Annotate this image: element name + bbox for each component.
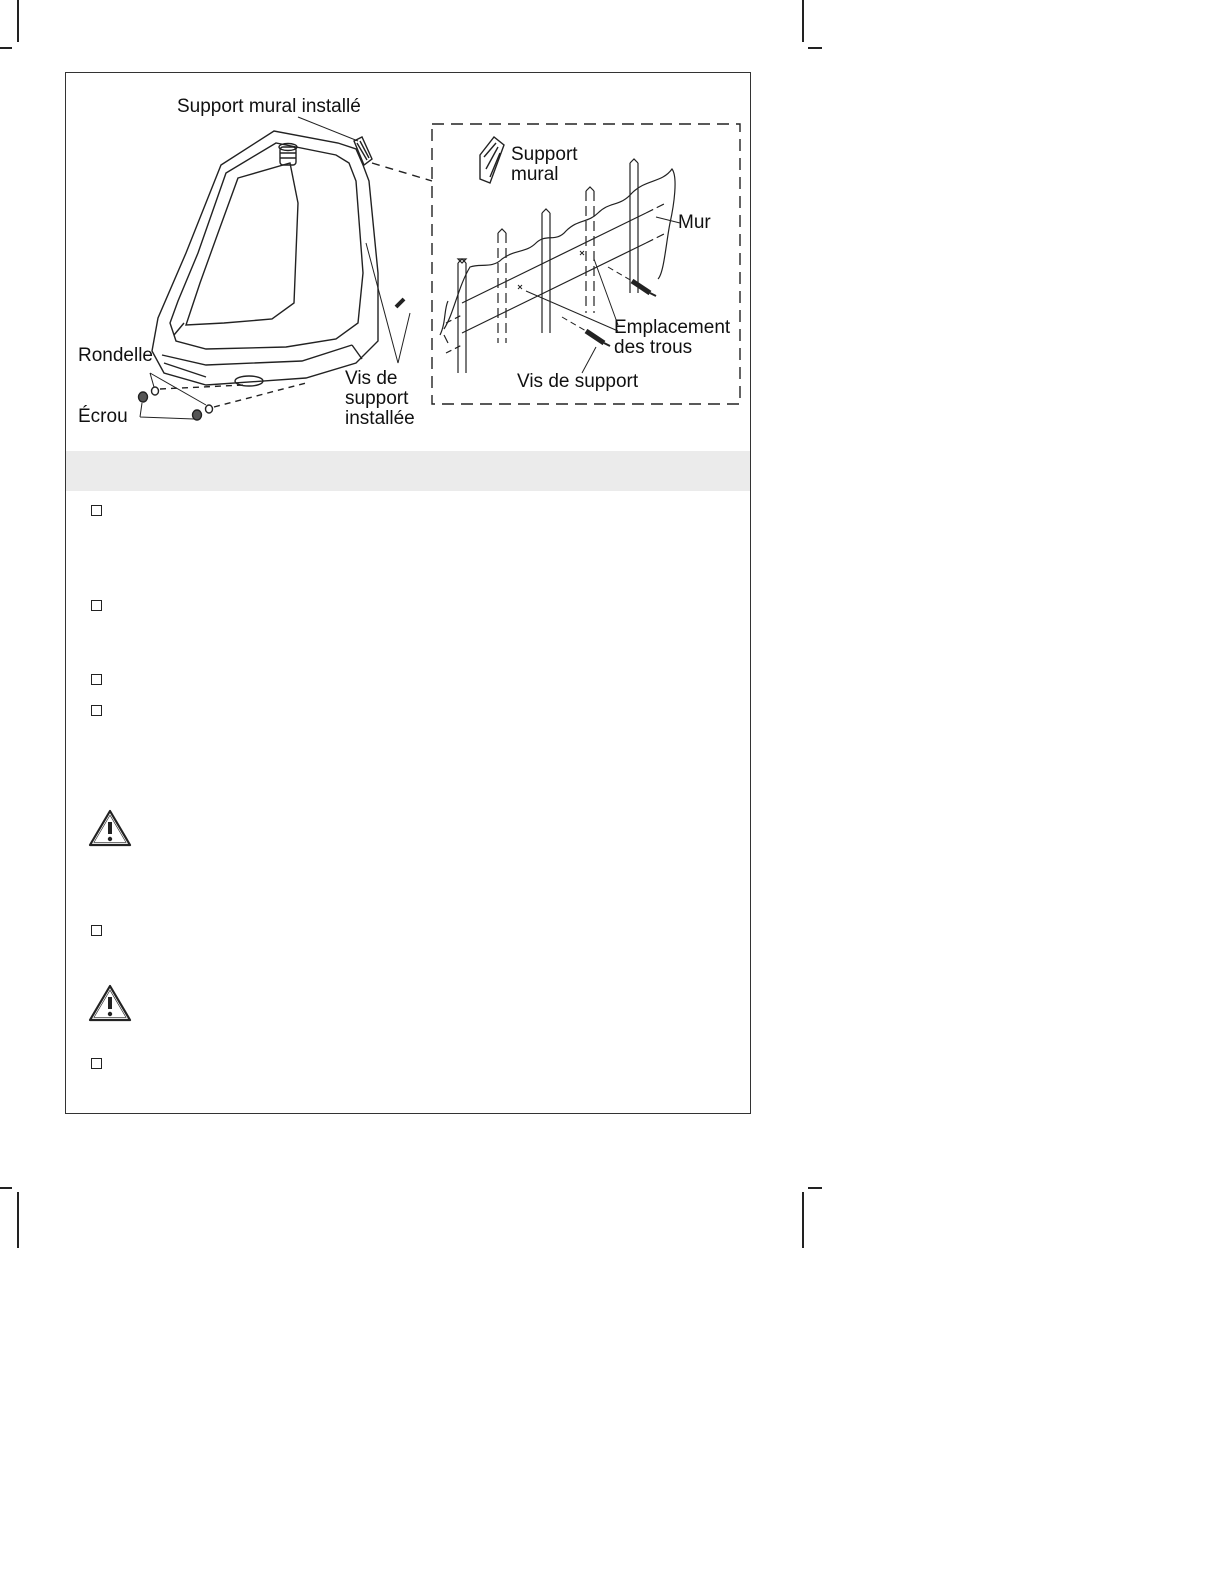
checkbox-icon[interactable] <box>91 674 102 685</box>
checkbox-icon[interactable] <box>91 705 102 716</box>
label-hanger-bolt-installed: Vis de support installée <box>345 368 415 429</box>
inset-detail-box <box>432 124 740 404</box>
section-header-band <box>66 451 750 491</box>
label-hole-locations: Emplacement des trous <box>614 317 731 358</box>
crop-mark-icon <box>17 1192 19 1248</box>
crop-mark-icon <box>802 0 804 42</box>
checkbox-icon[interactable] <box>91 505 102 516</box>
crop-mark-icon <box>0 1187 12 1189</box>
label-wall-bracket-installed: Support mural installé <box>177 96 361 117</box>
crop-mark-icon <box>802 1192 804 1248</box>
label-washer: Rondelle <box>78 345 153 366</box>
checkbox-icon[interactable] <box>91 925 102 936</box>
checkbox-icon[interactable] <box>91 1058 102 1069</box>
warning-triangle-icon <box>87 983 133 1023</box>
label-wall-bracket: Support mural <box>511 144 578 185</box>
crop-mark-icon <box>0 47 12 49</box>
hanger-bolt-installed-drawing <box>366 243 410 363</box>
label-hanger-bolt: Vis de support <box>517 371 639 392</box>
urinal-drawing <box>152 131 378 386</box>
crop-mark-icon <box>808 1187 822 1189</box>
label-nut: Écrou <box>78 406 128 427</box>
warning-triangle-icon <box>87 808 133 848</box>
checkbox-icon[interactable] <box>91 600 102 611</box>
instruction-panel <box>65 72 751 1114</box>
crop-mark-icon <box>17 0 19 42</box>
wall-bracket-drawing <box>480 137 504 183</box>
crop-mark-icon <box>808 47 822 49</box>
label-wall: Mur <box>678 212 711 233</box>
